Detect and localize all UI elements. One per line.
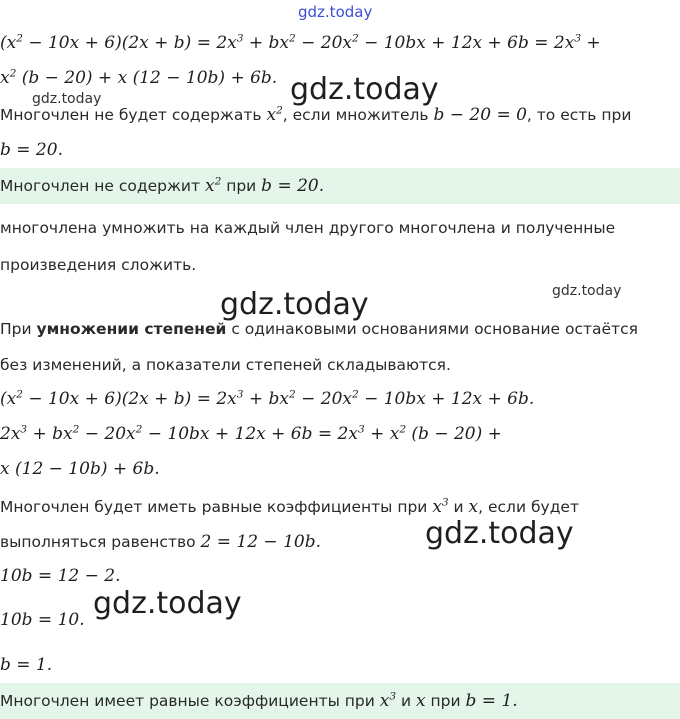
watermark: gdz.today <box>220 287 369 322</box>
answer-text: Многочлен не содержит $x^2$ при b = 20. <box>0 175 325 196</box>
watermark: gdz.today <box>552 283 622 299</box>
equation-line: $(x^2 - 10x + 6)(2x + b) = 2x^3 + bx^2 - 20x^2 - 10bx + 12x + 6b = 2x^3$ + <box>0 32 601 53</box>
paragraph: Многочлен не будет содержать $x^2$, если множитель b − 20 = 0, то есть при <box>0 104 632 125</box>
paragraph: без изменений, а показатели степеней складываются. <box>0 356 451 374</box>
equation-line: b = 1. <box>0 655 53 675</box>
answer-text: Многочлен имеет равные коэффициенты при $x^3$ и x при b = 1. <box>0 690 518 711</box>
paragraph: Многочлен будет иметь равные коэффициенты при $x^3$ и x, если будет <box>0 496 579 517</box>
paragraph: произведения сложить. <box>0 256 197 274</box>
watermark: gdz.today <box>290 72 439 107</box>
paragraph: При умножении степеней с одинаковыми основаниями основание остаётся <box>0 320 638 338</box>
equation-line: x (12 − 10b) + 6b. <box>0 459 160 479</box>
watermark: gdz.today <box>32 91 102 107</box>
watermark: gdz.today <box>298 3 373 21</box>
watermark: gdz.today <box>93 586 242 621</box>
equation-line: $(x^2 - 10x + 6)(2x + b) = 2x^3 + bx^2 - 20x^2 - 10bx + 12x + 6b$. <box>0 388 535 409</box>
paragraph: многочлена умножить на каждый член другого многочлена и полученные <box>0 219 616 237</box>
equation-line: 10b = 10. <box>0 610 85 630</box>
watermark: gdz.today <box>425 516 574 551</box>
equation-line: $x^2$ (b − 20) + x (12 − 10b) + 6b. <box>0 67 278 88</box>
equation-line: b = 20. <box>0 140 63 160</box>
equation-line: 10b = 12 − 2. <box>0 566 121 586</box>
paragraph: выполняться равенство 2 = 12 − 10b. <box>0 532 322 552</box>
equation-line: $2x^3 + bx^2 - 20x^2 - 10bx + 12x + 6b = 2x^3 + x^2$ (b − 20) + <box>0 423 502 444</box>
